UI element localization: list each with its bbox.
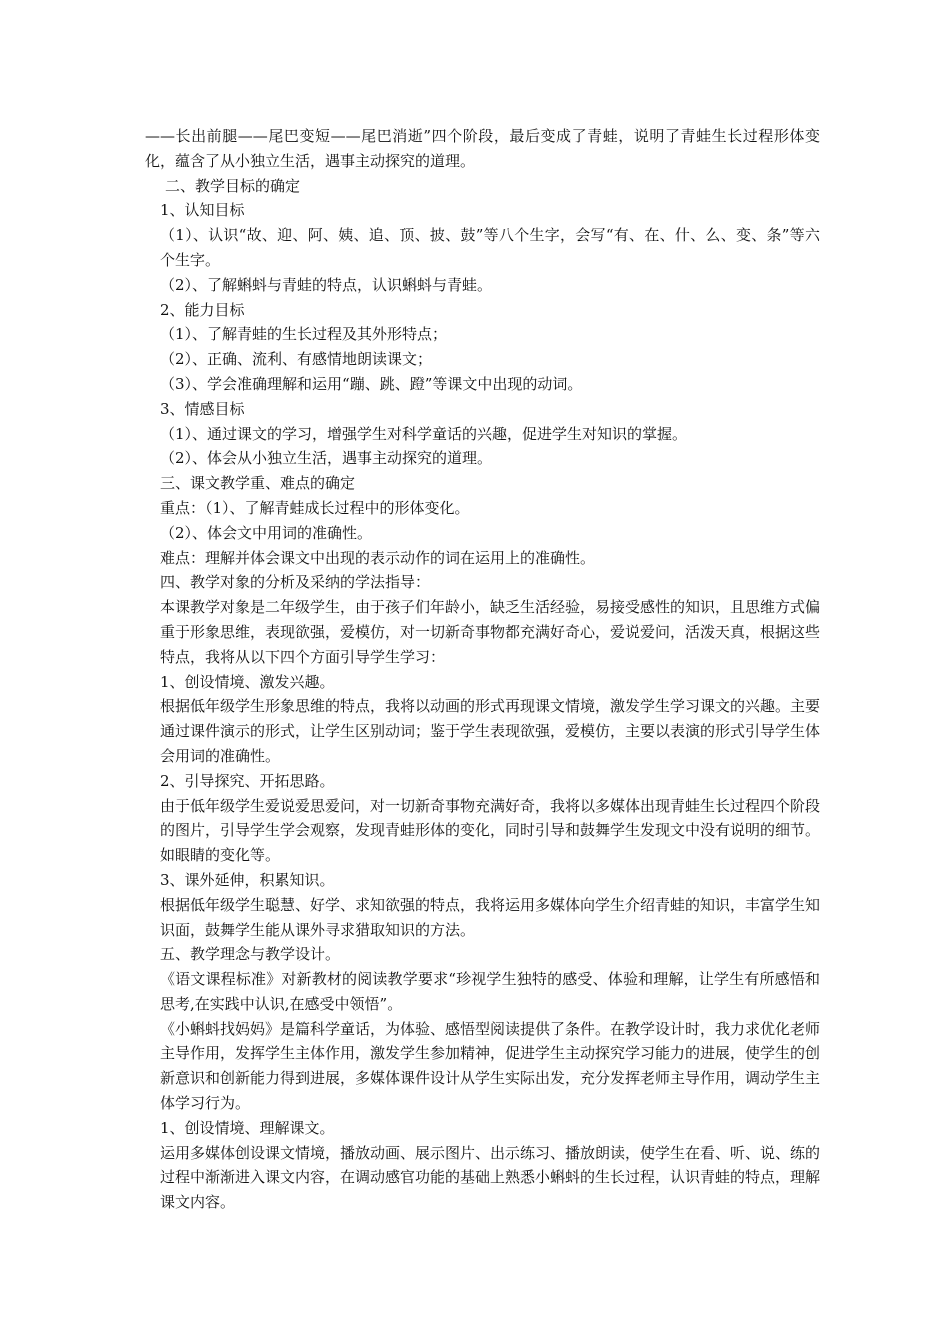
paragraph-10: （1）、通过课文的学习，增强学生对科学童话的兴趣，促进学生对知识的掌握。: [160, 424, 688, 443]
paragraph-26: 《小蝌蚪找妈妈》是篇科学童话，为体验、感悟型阅读提供了条件。在教学设计时，我力求优化老师主导作用，发挥学生主体作用，激发学生参加精神，促进学生主动探究学习能力的进展，使学生的创新意识和创新能力得到进展，多媒体课件设计从学生实际出发，充分发挥老师主导作用，调动学生主体学习行为。: [160, 1019, 821, 1113]
paragraph-28: 运用多媒体创设课文情境，播放动画、展示图片、出示练习、播放朗读，使学生在看、听、说、练的过程中渐渐进入课文内容，在调动感官功能的基础上熟悉小蝌蚪的生长过程，认识青蛙的特点，理解课文内容。: [160, 1143, 821, 1212]
paragraph-13: 重点：（1）、了解青蛙成长过程中的形体变化。: [160, 498, 470, 517]
paragraph-8: （3）、学会准确理解和运用“蹦、跳、蹬”等课文中出现的动词。: [160, 374, 583, 393]
paragraph-3: （1）、认识“故、迎、阿、姨、追、顶、披、鼓”等八个生字，会写“有、在、什、么、变、条”等六个生字。: [160, 226, 820, 269]
heading-learner-analysis: 四、教学对象的分析及采纳的学法指导：: [160, 573, 431, 592]
paragraph-23: 根据低年级学生聪慧、好学、求知欲强的特点，我将运用多媒体向学生介绍青蛙的知识，丰富学生知识面，鼓舞学生能从课外寻求猎取知识的方法。: [160, 895, 821, 939]
paragraph-14: （2）、体会文中用词的准确性。: [160, 523, 373, 542]
document-body: [145, 124, 820, 1215]
subheading-extend: 3、课外延伸，积累知识。: [160, 870, 335, 889]
subheading-cognitive-goals: 1、认知目标: [160, 201, 245, 220]
paragraph-6: （1）、了解青蛙的生长过程及其外形特点；: [160, 325, 448, 344]
paragraph-15: 难点：理解并体会课文中出现的表示动作的词在运用上的准确性。: [160, 548, 596, 567]
subheading-guide-explore: 2、引导探究、开拓思路。: [160, 771, 335, 790]
heading-teaching-design: 五、教学理念与教学设计。: [160, 945, 341, 964]
paragraph-7: （2）、正确、流利、有感情地朗读课文；: [160, 350, 433, 369]
heading-teaching-goals: 二、教学目标的确定: [165, 176, 301, 195]
paragraph-25: 《语文课程标准》对新教材的阅读教学要求“珍视学生独特的感受、体验和理解，让学生有所感悟和思考,在实践中认识,在感受中领悟”。: [160, 970, 820, 1013]
subheading-emotional-goals: 3、情感目标: [160, 399, 245, 418]
subheading-understand-text: 1、创设情境、理解课文。: [160, 1118, 335, 1137]
paragraph-19: 根据低年级学生形象思维的特点，我将以动画的形式再现课文情境，激发学生学习课文的兴趣。主要通过课件演示的形式，让学生区别动词；鉴于学生表现欲强，爱模仿，主要以表演的形式引导学生体会用词的准确性。: [160, 697, 821, 765]
subheading-ability-goals: 2、能力目标: [160, 300, 245, 319]
paragraph-0: ——长出前腿——尾巴变短——尾巴消逝”四个阶段，最后变成了青蛙，说明了青蛙生长过程形体变化，蕴含了从小独立生活，遇事主动探究的道理。: [145, 127, 820, 170]
paragraph-4: （2）、了解蝌蚪与青蛙的特点，认识蝌蚪与青蛙。: [160, 275, 493, 294]
paragraph-11: （2）、体会从小独立生活，遇事主动探究的道理。: [160, 449, 493, 468]
heading-key-points: 三、课文教学重、难点的确定: [160, 474, 356, 493]
subheading-create-context: 1、创设情境、激发兴趣。: [160, 672, 335, 691]
paragraph-21: 由于低年级学生爱说爱思爱问，对一切新奇事物充满好奇，我将以多媒体出现青蛙生长过程四个阶段的图片，引导学生学会观察，发现青蛙形体的变化，同时引导和鼓舞学生发现文中没有说明的细节。如眼睛的变化等。: [160, 796, 821, 865]
paragraph-17: 本课教学对象是二年级学生，由于孩子们年龄小，缺乏生活经验，易接受感性的知识，且思维方式偏重于形象思维，表现欲强，爱模仿，对一切新奇事物都充满好奇心，爱说爱问，活泼天真，根据这些特点，我将从以下四个方面引导学生学习：: [160, 598, 821, 666]
